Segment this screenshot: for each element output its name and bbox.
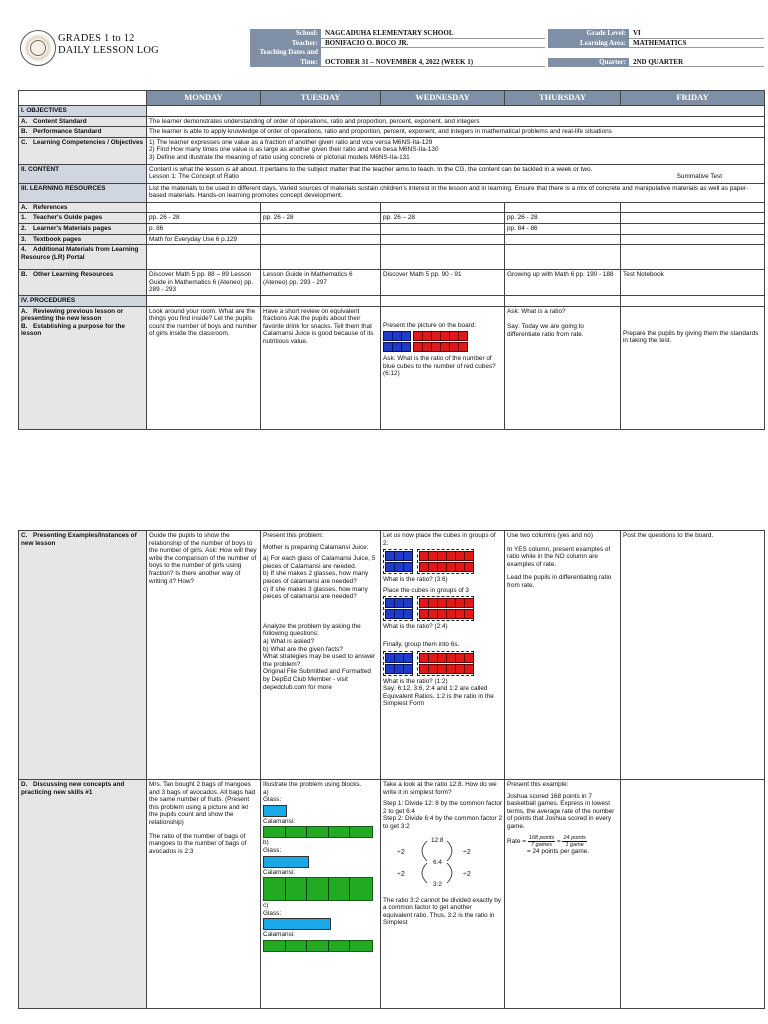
area-label: Learning Area: <box>548 39 629 49</box>
lesson-table-page-1: MONDAY TUESDAY WEDNESDAY THURSDAY FRIDAY I. OBJECTIVES A. Content Standard The learner demonstrates understanding of order of operations, ratio and proportion, percent, exponent, and integers B. Performance Standard The learner is able to apply knowledge of order of operations, ratio and proportion, percent, exponent, and integers in mathematical problems and real-life situations C. Learning Competencies / Objectives 1) The learner expresses one value as a fraction of another given ratio and vice versa M6NS-IIa-129 2) Find How many times one value is as large as another given their ratio and vice besa M6NS-IIa-130 3) Define and illustrate the meaning of ratio using concrete or pictorial models M6NS-IIa-131 II. CONTENT Content is what the lesson is all about. It pertains to the subject matter that the teacher aims to teach. In the CG, the content can be tackled in a week or two. Lesson 1: The Concept of Ratio Summative Test III. LEARNING RESOURCES List the materials to be used in different days. Varied sources of materials sustain children's interest in the lesson and in learning. Ensure that there is a mix of concrete and manipulative materials as well as paper-based materials. Hands-on learning promotes concept development. A. References 1. Teacher's Guide pages pp. 26 - 28 pp. 26 - 28 pp. 26 – 28 pp. 26 - 28 2. Learner's Materials pages p. 86 pp. 84 - 86 3. Textbook pages Math for Everyday Use 6 p.129 4. Additional Materials from Learning Resource (LR) Portal B. Other Learning Resources Discover Math 5 pp. 88 – 89 Lesson Guide in Mathematics 6 (Ateneo) pp. 289 - 293 Lesson Guide in Mathematics 6 (Ateneo) pp. 293 - 297 Discover Math 5 pp. 90 - 91 Growing up with Math 6 pp. 190 - 188 Test Notebook IV. PROCEDURES A. Reviewing previous lesson or presenting the new lesson B. Establishing a purpose for the lesson Look around your room. What are the things you find inside? Let the pupils count the number of boys and number of girls inside the classroom. Have a short review on equivalent fractions Ask the pupils about their favorite drink for snacks. Tell them that Calamansi Juice is good because of its nutritious value. Present the picture on the board: Ask: What is the ratio of the number of blue cubes to the number of red cubes? (6:12) Ask: What is a ratio? Say: Today we are going to differentiate ratio from rate. Prepare the pupils by giving them the standards in taking the test. <box>18 90 764 430</box>
proc-ab-friday: Prepare the pupils by giving them the standards in taking the test. <box>621 306 765 429</box>
content-standard-text: The learner demonstrates understanding of order of operations, ratio and proportion, percent, exponent, and integers <box>147 116 765 127</box>
proc-ab-monday: Look around your room. What are the things you find inside? Let the pupils count the number of boys and number of girls inside the classroom. <box>147 306 261 429</box>
lesson-log-header <box>18 27 764 75</box>
performance-standard-text: The learner is able to apply knowledge of order of operations, ratio and proportion, percent, exponent, and integers in mathematical problems and real-life situations <box>147 127 765 138</box>
tg-tuesday: pp. 26 - 28 <box>261 213 381 224</box>
proc-d-friday <box>621 780 765 1009</box>
day-header-wednesday: WEDNESDAY <box>381 91 505 106</box>
glass-block <box>263 918 331 930</box>
day-header-thursday: THURSDAY <box>505 91 621 106</box>
procedures-heading: IV. PROCEDURES <box>19 295 147 306</box>
competencies-text: 1) The learner expresses one value as a fraction of another given ratio and vice versa M6NS-IIa-129 2) Find How many times one value is as large as another given their ratio and vice besa M6NS-IIa-130 3) Define and illustrate the meaning of ratio using concrete or pictorial models M6NS-IIa-131 <box>147 137 765 164</box>
proc-c-monday: Guide the pupils to show the relationship of the number of boys to the number of girls. Ask: How will they write the comparison of the number of boys to the number of girls using fraction? Is there another way of writing it? How? <box>147 531 261 780</box>
day-header-monday: MONDAY <box>147 91 261 106</box>
red-cube <box>458 331 468 341</box>
olr-friday: Test Notebook <box>621 270 765 296</box>
proc-d-monday: Mrs. Tan bought 2 bags of mangoes and 3 bags of avocados. All bags had the same number of fruits. (Present this problem using a picture and let the pupils count and show the relationship) The ratio of the number of bags of mangoes to the number of bags of avocados is 2:3 <box>147 780 261 1009</box>
cube-groups-of-6 <box>383 651 502 676</box>
blue-cube <box>401 331 411 341</box>
proc-c-wednesday: Let us now place the cubes in groups of 2. What is the ratio? (3:6) Place the cubes in groups of 3 What is the ratio? (2:4) Finally, group them into 6s. What is the ratio? (1:2) Say: 6:12, 3:6, 2:4 and 1:2 are called Equivalent Ratios. 1:2 is the ratio in the Simplest Form <box>381 531 505 780</box>
lm-wednesday <box>381 223 505 234</box>
proc-ab-tuesday: Have a short review on equivalent fractions Ask the pupils about their favorite drink for snacks. Tell them that Calamansi Juice is good because of its nutritious value. <box>261 306 381 429</box>
lm-monday: p. 86 <box>147 223 261 234</box>
learning-resources-heading: III. LEARNING RESOURCES <box>19 183 147 202</box>
proc-c-thursday: Use two columns (yes and no) In YES column, present examples of ratio while in the NO column are examples of rate. Lead the pupils in differentiating ratio from rate. <box>505 531 621 780</box>
cube-picture <box>383 331 502 352</box>
objectives-heading: I. OBJECTIVES <box>19 106 147 117</box>
content-text: Content is what the lesson is all about. It pertains to the subject matter that the teacher aims to teach. In the CG, the content can be tackled in a week or two. Lesson 1: The Concept of Ratio Summative Test <box>147 164 765 183</box>
calamansi-blocks <box>263 826 373 838</box>
proc-c-friday: Post the questions to the board. <box>621 531 765 780</box>
performance-standard-label: Performance Standard <box>33 128 102 136</box>
school-label: School: <box>250 29 321 39</box>
summative-test: Summative Test <box>676 173 722 181</box>
lm-thursday: pp. 84 - 86 <box>505 223 621 234</box>
grade-value: VI <box>629 29 764 39</box>
references-label: References <box>33 203 68 211</box>
lm-tuesday <box>261 223 381 234</box>
proc-ab-wednesday: Present the picture on the board: Ask: What is the ratio of the number of blue cubes to the number of red cubes? (6:12) <box>381 306 505 429</box>
olr-thursday: Growing up with Math 6 pp. 190 - 188 <box>505 270 621 296</box>
presenting-label: Presenting Examples/Instances of new lesson <box>21 532 137 547</box>
textbook-label: Textbook pages <box>33 235 82 243</box>
proc-c-tuesday: Present this problem: Mother is preparing Calamansi Juice: a) For each glass of Calamansi Juice, 5 pieces of Calamansi are needed. b) If she makes 2 glasses, how many pieces of calamansi are needed? c) If she makes 3 glasses, how many pieces of calamansi are needed? Analyze the problem by asking the following questions: a) What is asked? b) What are the given facts? What strategies may be used to answer the problem? Original File Submitted and Formatted by DepEd Club Member - visit depedclub.com for more <box>261 531 381 780</box>
calamansi-blocks <box>263 940 373 952</box>
tb-monday: Math for Everyday Use 6 p.129 <box>147 234 261 245</box>
other-resources-label: Other Learning Resources <box>33 271 114 279</box>
blue-cube <box>401 342 411 352</box>
area-value: MATHEMATICS <box>629 39 764 49</box>
calamansi-blocks <box>263 877 373 901</box>
grade-label: Grade Level: <box>548 29 629 39</box>
deped-seal-icon <box>20 30 56 66</box>
tg-friday <box>621 213 765 224</box>
day-header-tuesday: TUESDAY <box>261 91 381 106</box>
dates-label: Teaching Dates and <box>250 48 321 58</box>
teacher-label: Teacher: <box>250 39 321 49</box>
content-heading: II. CONTENT <box>19 164 147 183</box>
proc-d-thursday: Present this example: Joshua scored 168 points in 7 basketball games. Express in lowest terms, the average rate of the number of points that Joshua scored in every game. Rate = $\frac{\text{168 points}}{\text{7 games}}$ = $\frac{\text{24 points}}{\text{1 game}}$ = 24 points per game. <box>505 780 621 1009</box>
teachers-guide-label: Teacher's Guide pages <box>33 214 103 222</box>
quarter-label: Quarter: <box>548 58 629 68</box>
proc-ab-thursday: Ask: What is a ratio? Say: Today we are going to differentiate ratio from rate. <box>505 306 621 429</box>
lesson-table-page-2: C. Presenting Examples/Instances of new lesson Guide the pupils to show the relationship of the number of boys to the number of girls. Ask: How will they write the comparison of the number of boys to the number of girls using fraction? Is there another way of writing it? How? Present this problem: Mother is preparing Calamansi Juice: a) For each glass of Calamansi Juice, 5 pieces of Calamansi are needed. b) If she makes 2 glasses, how many pieces of calamansi are needed? c) If she makes 3 glasses, how many pieces of calamansi are needed? Analyze the problem by asking the following questions: a) What is asked? b) What are the given facts? What strategies may be used to answer the problem? Original File Submitted and Formatted by DepEd Club Member - visit depedclub.com for more Let us now place the cubes in groups of 2. What is the ratio? (3:6) Place the cubes in groups of 3 What is the ratio? (2:4) Finally, group them into 6s. What is the ratio? (1:2) Say: 6:12, 3:6, 2:4 and 1:2 are called Equivalent Ratios. 1:2 is the ratio in the Simplest Form Use two columns (yes and no) In YES column, present examples of ratio while in the NO column are examples of rate. Lead the pupils in differentiating ratio from rate. Post the questions to the board. D. Discussing new concepts and practicing new skills #1 Mrs. Tan bought 2 bags of mangoes and 3 bags of avocados. All bags had the same number of fruits. (Present this problem using a picture and let the pupils count and show the relationship) The ratio of the number of bags of mangoes to the number of bags of avocados is 2:3 Illustrate the problem using blocks. a) Glass: Calamansi: b) Glass: Calamansi: c) Glass: Calamansi: Take a look at the ratio 12:8. How do we write it in simplest form? Step 1: Divide 12: 8 by the common factor 2 to get 6:4 Step 2: Divide 6:4 by the common factor 2 to get 3:2 12:8 6:4 3:2 ÷2 ÷2 ÷2 ÷2 The ratio 3:2 cannot be divided exactly by a common factor to get another equivalent ratio. Thus, 3:2 is the ratio in Simplest Present this example: Joshua scored 168 points in 7 basketball games. Express in lowest terms, the average rate of the number of points that Joshua scored in every game. Rate = $\frac{\text{168 points}}{\text{7 games}}$ = $\frac{\text{24 points}}{\text{1 game}}$ = 24 points per game. <box>18 530 764 1009</box>
olr-monday: Discover Math 5 pp. 88 – 89 Lesson Guide in Mathematics 6 (Ateneo) pp. 289 - 293 <box>147 270 261 296</box>
division-brackets <box>407 839 467 893</box>
day-header-friday: FRIDAY <box>621 91 765 106</box>
tg-thursday: pp. 26 - 28 <box>505 213 621 224</box>
glass-block <box>263 805 287 817</box>
olr-tuesday: Lesson Guide in Mathematics 6 (Ateneo) pp. 293 - 297 <box>261 270 381 296</box>
proc-d-tuesday: Illustrate the problem using blocks. a) Glass: Calamansi: b) Glass: Calamansi: c) Glass: Calamansi: <box>261 780 381 1009</box>
competencies-label: Learning Competencies / Objectives <box>33 138 144 146</box>
learning-resources-text: List the materials to be used in different days. Varied sources of materials sustain children's interest in the lesson and in learning. Ensure that there is a mix of concrete and manipulative materials as well as paper-based materials. Hands-on learning promotes concept development. <box>147 183 765 202</box>
glass-block <box>263 856 309 868</box>
content-standard-label: Content Standard <box>33 117 87 125</box>
olr-wednesday: Discover Math 5 pp. 90 - 91 <box>381 270 505 296</box>
discussing-label: Discussing new concepts and practicing new skills #1 <box>21 781 125 796</box>
proc-d-wednesday: Take a look at the ratio 12:8. How do we write it in simplest form? Step 1: Divide 12: 8 by the common factor 2 to get 6:4 Step 2: Divide 6:4 by the common factor 2 to get 3:2 12:8 6:4 3:2 ÷2 ÷2 ÷2 ÷2 The ratio 3:2 cannot be divided exactly by a common factor to get another equivalent ratio. Thus, 3:2 is the ratio in Simplest <box>381 780 505 1009</box>
learners-materials-label: Learner's Materials pages <box>33 224 112 232</box>
header-info-right <box>548 29 764 67</box>
quarter-value: 2ND QUARTER <box>629 58 764 68</box>
cube-groups-of-3 <box>383 596 502 621</box>
ratio-division-diagram: 12:8 6:4 3:2 ÷2 ÷2 ÷2 ÷2 <box>383 835 502 893</box>
reviewing-label: Reviewing previous lesson or presenting the new lesson <box>21 307 124 323</box>
tg-wednesday: pp. 26 – 28 <box>381 213 505 224</box>
red-cube <box>458 342 468 352</box>
rate-formula: Rate = $\frac{\text{168 points}}{\text{7 games}}$ = $\frac{\text{24 points}}{\text{1 game}}$ <box>507 834 586 848</box>
cube-groups-of-2 <box>383 549 502 574</box>
dates-value: OCTOBER 31 – NOVEMBER 4, 2022 (WEEK 1) <box>321 58 545 68</box>
tg-monday: pp. 26 - 28 <box>147 213 261 224</box>
document-title: GRADES 1 to 12 DAILY LESSON LOG <box>58 33 159 56</box>
school-value: NAGCADUHA ELEMENTARY SCHOOL <box>321 29 545 39</box>
teacher-value: BONIFACIO O. BOCO JR. <box>321 39 545 49</box>
additional-materials-label: Additional Materials from Learning Resource (LR) Portal <box>21 246 139 261</box>
establishing-label: Establishing a purpose for the lesson <box>21 322 125 338</box>
time-label: Time: <box>250 58 321 68</box>
lm-friday <box>621 223 765 234</box>
